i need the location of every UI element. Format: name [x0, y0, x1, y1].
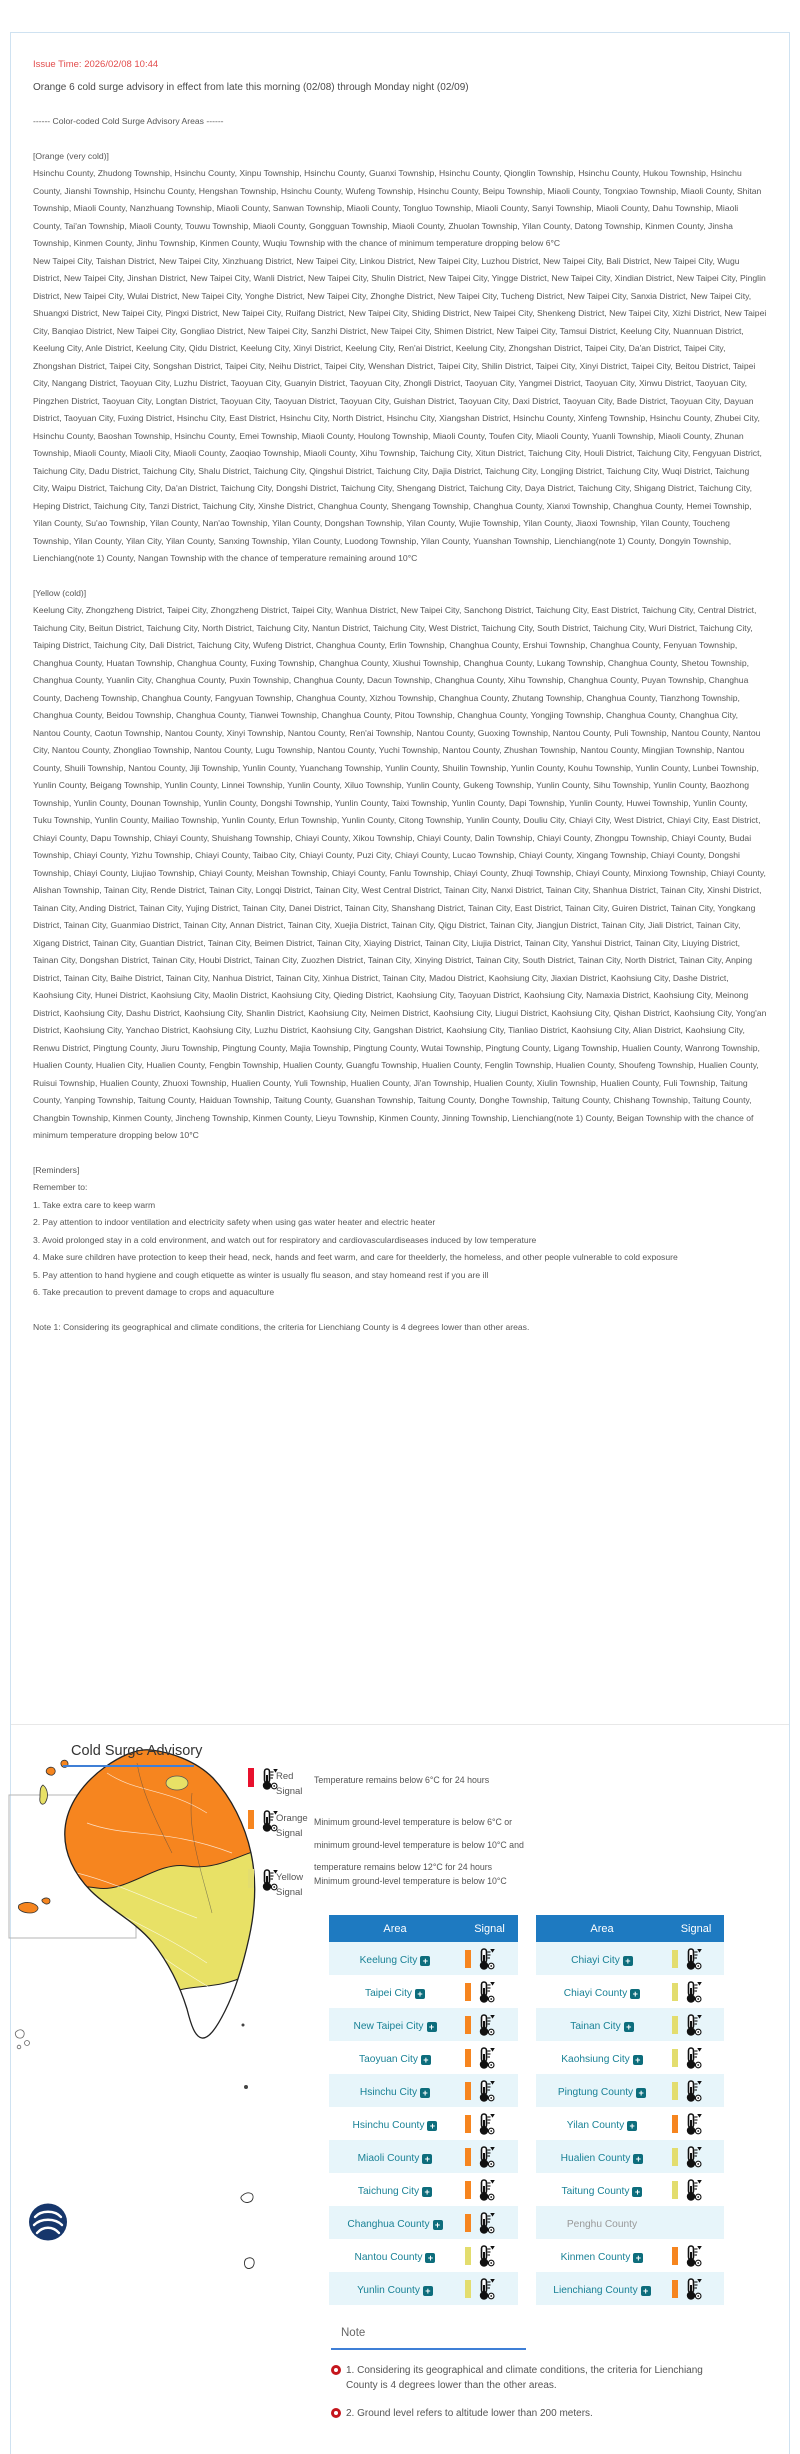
- signal-bar: [465, 2181, 471, 2199]
- thermometer-icon: [682, 2245, 703, 2267]
- advisory-body: [33, 113, 767, 1673]
- area-link[interactable]: Miaoli County: [357, 2152, 420, 2164]
- legend-description: Minimum ground-level temperature is below 6°C or minimum ground-level temperature is below 10°C and temperature remains below 12°C for 24 hours: [314, 1817, 524, 1872]
- penghu-island: [15, 2030, 24, 2038]
- area-link[interactable]: Nantou County: [354, 2251, 423, 2263]
- signal-bar: [672, 2181, 678, 2199]
- note-item: 1. Considering its geographical and climate conditions, the criteria for Lienchiang County is 4 degrees lower than the other areas.: [331, 2363, 731, 2393]
- table-row: [536, 2206, 724, 2239]
- small-island: [242, 2024, 245, 2027]
- table-row: [329, 2272, 518, 2305]
- thermometer-icon: [475, 1948, 496, 1970]
- orange-list-2: New Taipei City, Taishan District, New Taipei City, Xinzhuang District, New Taipei City, Linkou District, New Taipei City, Luzhou District, New Taipei City, Bali District, New Taipei City, Wugu District, New Taipei City, Jinshan District, New Taipei City, Wanli District, New Taipei City, Shulin District, New Taipei City, Yingge District, New Taipei City, Xindian District, New Taipei City, Pinglin District, New Taipei City, Wulai District, New Taipei City, Yonghe District, New Taipei City, Zhonghe District, New Taipei City, Tucheng District, New Taipei City, Sanxia District, New Taipei City, Shuangxi District, New Taipei City, Pingxi District, New Taipei City, Ruifang District, New Taipei City, Shiding District, New Taipei City, Shenkeng District, New Taipei City, Xizhi District, New Taipei City, Banqiao District, New Taipei City, Gongliao District, New Taipei City, Sanzhi District, New Taipei City, Shimen District, New Taipei City, Tamsui District, Keelung City, Nuannuan District, Keelung City, Anle District, Keelung City, Qidu District, Keelung City, Xinyi District, Keelung City, Ren'ai District, Keelung City, Zhongshan District, Taipei City, Da'an District, Taipei City, Zhongshan District, Taipei City, Songshan District, Taipei City, Neihu District, Taipei City, Wenshan District, Taipei City, Shilin District, Taipei City, Xinyi District, Taipei City, Beitou District, Taipei City, Nangang District, Taoyuan City, Luzhu District, Taoyuan City, Guanyin District, Taoyuan City, Zhongli District, Taoyuan City, Yangmei District, Taoyuan City, Xinwu District, Taoyuan City, Pingzhen District, Taoyuan City, Longtan District, Taoyuan City, Taoyuan District, Taoyuan City, Guishan District, Taoyuan City, Daxi District, Taoyuan City, Bade District, Taoyuan City, Dayuan District, Taoyuan City, Fuxing District, Hsinchu City, East District, Hsinchu City, North District, Hsinchu City, Xiangshan District, Hsinchu County, Xinfeng Township, Hsinchu County, Zhubei City, Hsinchu County, Baoshan Township, Hsinchu County, Emei Township, Miaoli County, Houlong Township, Miaoli County, Toufen City, Miaoli County, Yuanli Township, Miaoli County, Zhunan Township, Miaoli County, Miaoli City, Miaoli County, Zaoqiao Township, Miaoli County, Xihu Township, Taichung City, Xitun District, Taichung City, Houli District, Taichung City, Fengyuan District, Taichung City, Dadu District, Taichung City, Shalu District, Taichung City, Qingshui District, Taichung City, Dajia District, Taichung City, Longjing District, Taichung City, Wuqi District, Taichung City, Waipu District, Taichung City, Da'an District, Taichung City, Dongshi District, Taichung City, Shengang District, Taichung City, Daya District, Taichung City, Shigang District, Taichung City, Heping District, Taichung City, Tanzi District, Taichung City, Xinshe District, Changhua County, Shengang Township, Changhua County, Xianxi Township, Changhua County, Hemei Township, Yilan County, Su'ao Township, Yilan County, Nan'ao Township, Yilan County, Dongshan Township, Yilan County, Wujie Township, Yilan County, Jiaoxi Township, Yilan County, Toucheng Township, Yilan County, Yilan City, Yilan County, Sanxing Township, Yilan County, Luodong Township, Yilan County, Yuanshan Township, Lienchiang(note 1) County, Dongyin Township, Lienchiang(note 1) County, Nangan Township with the chance of temperature remaining around 10°C: [33, 255, 767, 563]
- thermometer-icon: [475, 2113, 496, 2135]
- signal-column-header: Signal: [474, 1922, 505, 1935]
- table-row: [536, 2107, 724, 2140]
- area-link[interactable]: Yunlin County: [357, 2284, 420, 2296]
- table-row: [536, 2239, 724, 2272]
- yellow-heading: [Yellow (cold)]: [33, 587, 87, 598]
- green-island: [241, 2193, 253, 2203]
- table-row: [329, 1975, 518, 2008]
- thermometer-icon: [475, 1981, 496, 2003]
- signal-bar: [465, 2247, 471, 2265]
- expand-plus-icon[interactable]: +: [427, 2121, 437, 2131]
- expand-plus-icon[interactable]: +: [627, 2121, 637, 2131]
- reminder-item: 6. Take precaution to prevent damage to crops and aquaculture: [33, 1287, 275, 1297]
- expand-plus-icon[interactable]: +: [623, 1956, 633, 1966]
- area-link[interactable]: Kinmen County: [560, 2251, 631, 2263]
- cold-surge-advisory-section: [11, 1724, 789, 2454]
- penghu-island: [25, 2041, 30, 2046]
- small-island: [244, 2085, 248, 2089]
- signal-bar: [465, 2049, 471, 2067]
- thermometer-icon: [475, 2245, 496, 2267]
- expand-plus-icon[interactable]: +: [420, 2088, 430, 2098]
- legend-description: Minimum ground-level temperature is below 10°C: [314, 1876, 507, 1886]
- expand-plus-icon[interactable]: +: [633, 2253, 643, 2263]
- expand-plus-icon[interactable]: +: [423, 2286, 433, 2296]
- signal-column-header: Signal: [680, 1922, 712, 1935]
- reminders-intro: Remember to:: [33, 1182, 88, 1192]
- area-link[interactable]: Changhua County: [347, 2218, 430, 2230]
- area-link[interactable]: Taoyuan City: [359, 2053, 418, 2065]
- thermometer-icon: [682, 2113, 703, 2135]
- section-divider: ------ Color-coded Cold Surge Advisory Areas ------: [33, 116, 224, 126]
- orchid-island: [244, 2258, 254, 2269]
- legend-description: Temperature remains below 6°C for 24 hours: [314, 1775, 490, 1785]
- expand-plus-icon[interactable]: +: [633, 2154, 643, 2164]
- table-row: [329, 2008, 518, 2041]
- area-link[interactable]: Hsinchu City: [359, 2086, 418, 2098]
- kinmen-island: [18, 1902, 38, 1913]
- matsu-island: [46, 1767, 55, 1775]
- signal-bar: [465, 2082, 471, 2100]
- thermometer-icon: [475, 2047, 496, 2069]
- table-row: [536, 2140, 724, 2173]
- expand-plus-icon[interactable]: +: [422, 2154, 432, 2164]
- advisory-text-area: [11, 33, 789, 1673]
- area-link[interactable]: Tainan City: [570, 2020, 621, 2032]
- signal-bar: [465, 2148, 471, 2166]
- cwb-logo: [29, 2204, 67, 2241]
- legend-label: Orange Signal: [276, 1813, 308, 1839]
- thermometer-icon: [682, 1981, 703, 2003]
- thermometer-icon: [682, 2080, 703, 2102]
- signal-bar: [672, 2049, 678, 2067]
- signal-bar: [465, 1950, 471, 1968]
- table-row: [536, 2272, 724, 2305]
- signal-bar: [465, 2016, 471, 2034]
- yellow-signal-bar: [248, 1869, 254, 1888]
- thermometer-icon: [475, 2212, 496, 2234]
- signal-bar: [672, 2247, 678, 2265]
- note-title: Note: [341, 2327, 366, 2339]
- area-link[interactable]: Yilan County: [566, 2119, 625, 2131]
- legend-label: Yellow Signal: [276, 1872, 304, 1898]
- orange-signal-bar: [248, 1810, 254, 1829]
- table-row: [536, 2074, 724, 2107]
- note-bullet-icon: [331, 2408, 341, 2418]
- area-link[interactable]: Taitung County: [561, 2185, 630, 2197]
- thermometer-icon: [682, 2014, 703, 2036]
- area-signal-table-right: [536, 1915, 724, 2305]
- signal-bar: [465, 2214, 471, 2232]
- reminder-item: 2. Pay attention to indoor ventilation and electricity safety when using gas water heater and electric heater: [33, 1217, 436, 1227]
- table-row: [329, 2173, 518, 2206]
- table-row: [329, 2041, 518, 2074]
- reminder-item: 5. Pay attention to hand hygiene and cough etiquette as winter is usually flu season, and stay homeand rest if you are ill: [33, 1269, 489, 1280]
- table-row: [329, 2107, 518, 2140]
- thermometer-icon: [682, 2179, 703, 2201]
- thermometer-icon: [475, 2014, 496, 2036]
- area-column-header: Area: [590, 1922, 614, 1935]
- signal-bar: [465, 1983, 471, 2001]
- note-underline: [331, 2348, 526, 2350]
- expand-plus-icon[interactable]: +: [433, 2220, 443, 2230]
- taiwan-map: [7, 1733, 263, 2373]
- thermometer-icon: [475, 2080, 496, 2102]
- reminder-item: 4. Make sure children have protection to keep their head, neck, hands and feet warm, and care for theelderly, the homeless, and other people vulnerable to cold exposure: [33, 1252, 678, 1262]
- area-link[interactable]: Taipei City: [365, 1987, 412, 1999]
- table-row: [329, 2074, 518, 2107]
- table-row: [329, 1942, 518, 1975]
- note-block: [331, 2327, 731, 2421]
- expand-plus-icon[interactable]: +: [425, 2253, 435, 2263]
- expand-plus-icon[interactable]: +: [633, 2055, 643, 2065]
- table-header: [329, 1915, 518, 1942]
- thermometer-icon: [682, 2047, 703, 2069]
- table-row: [329, 2140, 518, 2173]
- table-row: [536, 2173, 724, 2206]
- advisory-panel: [10, 32, 790, 2454]
- table-row: [329, 2239, 518, 2272]
- advisory-headline: Orange 6 cold surge advisory in effect from late this morning (02/08) through Monday night (02/09): [33, 82, 469, 93]
- area-link[interactable]: New Taipei City: [353, 2020, 424, 2032]
- reminder-item: 1. Take extra care to keep warm: [33, 1199, 156, 1210]
- expand-plus-icon[interactable]: +: [636, 2088, 646, 2098]
- area-signal-table-left: [329, 1915, 518, 2305]
- thermometer-icon: [475, 2146, 496, 2168]
- issue-time: Issue Time: 2026/02/08 10:44: [33, 59, 159, 70]
- area-link[interactable]: Keelung City: [359, 1954, 418, 1966]
- section-title: Cold Surge Advisory: [63, 1743, 194, 1767]
- legend-label: Red Signal: [276, 1771, 303, 1797]
- yellow-list: Keelung City, Zhongzheng District, Taipei City, Zhongzheng District, Taipei City, Wanhua District, New Taipei City, Sanchong District, Taichung City, East District, Taichung City, Central District, Taichung City, Beitun District, Taichung City, North District, Taichung City, Nantun District, Taichung City, West District, Taichung City, South District, Taichung City, Wuri District, Taichung City, Taiping District, Taichung City, Dali District, Taichung City, Wufeng District, Changhua County, Erlin Township, Changhua County, Ershui Township, Changhua County, Fenyuan Township, Changhua County, Huatan Township, Changhua County, Fuxing Township, Changhua County, Xiushui Township, Changhua County, Lukang Township, Changhua County, Shetou Township, Changhua County, Yuanlin City, Changhua County, Puxin Township, Changhua County, Dacun Township, Changhua County, Xihu Township, Changhua County, Puyan Township, Changhua County, Dacheng Township, Changhua County, Fangyuan Township, Changhua County, Xizhou Township, Changhua County, Zhutang Township, Changhua County, Tianzhong Township, Changhua County, Beidou Township, Changhua County, Tianwei Township, Changhua County, Pitou Township, Changhua County, Yongjing Township, Changhua County, Changhua City, Nantou County, Caotun Township, Nantou County, Xinyi Township, Nantou County, Ren'ai Township, Nantou County, Guoxing Township, Nantou County, Puli Township, Nantou County, Nantou City, Nantou County, Zhongliao Township, Nantou County, Lugu Township, Nantou County, Yuchi Township, Nantou County, Zhushan Township, Nantou County, Mingjian Township, Nantou County, Shuili Township, Nantou County, Jiji Township, Yunlin County, Yuanchang Township, Yunlin County, Shuilin Township, Yunlin County, Kouhu Township, Yunlin County, Lunbei Township, Yunlin County, Beigang Township, Yunlin County, Linnei Township, Yunlin County, Xiluo Township, Yunlin County, Gukeng Township, Yunlin County, Sihu Township, Yunlin County, Baozhong Township, Yunlin County, Dounan Township, Yunlin County, Dongshi Township, Yunlin County, Taixi Township, Yunlin County, Dapi Township, Yunlin County, Huwei Township, Yunlin County, Tuku Township, Yunlin County, Mailiao Township, Yunlin County, Erlun Township, Yunlin County, Citong Township, Yunlin County, Douliu City, Chiayi City, West District, Chiayi City, East District, Chiayi County, Dapu Township, Chiayi County, Shuishang Township, Chiayi County, Xikou Township, Chiayi County, Dalin Township, Chiayi County, Zhongpu Township, Chiayi County, Budai Township, Chiayi County, Yizhu Township, Chiayi County, Taibao City, Chiayi County, Puzi City, Chiayi County, Lucao Township, Chiayi County, Xingang Township, Chiayi County, Dongshi Township, Chiayi County, Liujiao Township, Chiayi County, Meishan Township, Chiayi County, Fanlu Township, Chiayi County, Zhuqi Township, Chiayi County, Minxiong Township, Chiayi County, Alishan Township, Tainan City, Rende District, Tainan City, Longqi District, Tainan City, West Central District, Tainan City, Nanxi District, Tainan City, Shanhua District, Tainan City, Xinshi District, Tainan City, Anding District, Tainan City, Yujing District, Tainan City, Danei District, Tainan City, Shanshang District, Tainan City, East District, Tainan City, Guiren District, Tainan City, Yongkang District, Tainan City, Guanmiao District, Tainan City, Annan District, Tainan City, Xuejia District, Tainan City, Qigu District, Tainan City, Jiangjun District, Tainan City, Jiali District, Tainan City, Xigang District, Tainan City, Guantian District, Tainan City, Beimen District, Tainan City, Xiaying District, Tainan City, Liujia District, Tainan City, Yanshui District, Tainan City, Liuying District, Tainan City, Dongshan District, Tainan City, Houbi District, Tainan City, Zuozhen District, Tainan City, Xinying District, Tainan City, South District, Tainan City, North District, Tainan City, Anping District, Tainan City, Baihe District, Tainan City, Nanhua District, Tainan City, Xinhua District, Tainan City, Madou District, Kaohsiung City, Jiaxian District, Kaohsiung City, Dashe District, Kaohsiung City, Hunei District, Kaohsiung City, Maolin District, Kaohsiung City, Qieding District, Kaohsiung City, Taoyuan District, Kaohsiung City, Namaxia District, Kaohsiung City, Meinong District, Kaohsiung City, Dashu District, Kaohsiung City, Shanlin District, Kaohsiung City, Neimen District, Kaohsiung City, Liugui District, Kaohsiung City, Qishan District, Kaohsiung City, Yong'an District, Kaohsiung City, Yanchao District, Kaohsiung City, Luzhu District, Kaohsiung City, Gangshan District, Kaohsiung City, Tianliao District, Kaohsiung City, Alian District, Kaohsiung City, Renwu District, Pingtung County, Jiuru Township, Pingtung County, Majia Township, Pingtung County, Wutai Township, Pingtung County, Ligang Township, Hualien County, Wanrong Township, Hualien County, Hualien City, Hualien County, Fengbin Township, Hualien County, Guangfu Township, Hualien County, Fenglin Township, Hualien County, Shoufeng Township, Hualien County, Ruisui Township, Hualien County, Zhuoxi Township, Hualien County, Yuli Township, Hualien County, Ji'an Township, Hualien County, Xiulin Township, Hualien County, Fuli Township, Taitung County, Yanping Township, Taitung County, Haiduan Township, Taitung County, Guanshan Township, Taitung County, Donghe Township, Taitung County, Chishang Township, Taitung County, Changbin Township, Kinmen County, Jincheng Township, Kinmen County, Lieyu Township, Kinmen County, Jinning Township, Lienchiang(note 1) County, Beigan Township with the chance of minimum temperature dropping below 10°C: [33, 605, 767, 1140]
- area-column-header: Area: [383, 1922, 407, 1935]
- area-link[interactable]: Chiayi County: [563, 1987, 628, 1999]
- signal-bar: [465, 2280, 471, 2298]
- table-row: [536, 1942, 724, 1975]
- table-row: [536, 2041, 724, 2074]
- signal-bar: [672, 2115, 678, 2133]
- signal-bar: [672, 1950, 678, 1968]
- expand-plus-icon[interactable]: +: [421, 2055, 431, 2065]
- orange-list-1: Hsinchu County, Zhudong Township, Hsinchu County, Xinpu Township, Hsinchu County, Guanxi Township, Hsinchu County, Qionglin Township, Hsinchu County, Hukou Township, Hsinchu County, Jianshi Township, Hsinchu County, Hengshan Township, Hsinchu County, Wufeng Township, Hsinchu County, Beipu Township, Miaoli County, Tongxiao Township, Miaoli County, Shitan Township, Miaoli County, Nanzhuang Township, Miaoli County, Sanwan Township, Miaoli County, Tongluo Township, Miaoli County, Sanyi Township, Miaoli County, Dahu Township, Miaoli County, Tai'an Township, Miaoli County, Touwu Township, Miaoli County, Gongguan Township, Miaoli County, Zhuolan Township, Yilan County, Datong Township, Kinmen County, Jinsha Township, Kinmen County, Jinhu Township, Kinmen County, Wuqiu Township with the chance of minimum temperature dropping below 6°C: [33, 168, 762, 248]
- signal-bar: [672, 2280, 678, 2298]
- penghu-island: [17, 2045, 21, 2049]
- reminder-item: 3. Avoid prolonged stay in a cold environment, and watch out for respiratory and cardiovasculardiseases induced by low temperature: [33, 1234, 537, 1245]
- expand-plus-icon[interactable]: +: [641, 2286, 651, 2296]
- expand-plus-icon[interactable]: +: [632, 2187, 642, 2197]
- expand-plus-icon[interactable]: +: [427, 2022, 437, 2032]
- table-row: [536, 1975, 724, 2008]
- signal-bar: [672, 2016, 678, 2034]
- expand-plus-icon[interactable]: +: [422, 2187, 432, 2197]
- thermometer-icon: [475, 2179, 496, 2201]
- area-link[interactable]: Hsinchu County: [352, 2119, 425, 2131]
- expand-plus-icon[interactable]: +: [415, 1989, 425, 1999]
- table-row: [536, 2008, 724, 2041]
- table-row: [329, 2206, 518, 2239]
- expand-plus-icon[interactable]: +: [624, 2022, 634, 2032]
- thermometer-icon: [475, 2278, 496, 2300]
- orange-heading: [Orange (very cold)]: [33, 150, 109, 161]
- area-link[interactable]: Kaohsiung City: [561, 2053, 630, 2065]
- thermometer-icon: [682, 2278, 703, 2300]
- signal-bar: [672, 2082, 678, 2100]
- table-header: [536, 1915, 724, 1942]
- note-bullet-icon: [331, 2365, 341, 2375]
- thermometer-icon: [682, 2146, 703, 2168]
- signal-bar: [465, 2115, 471, 2133]
- area-link[interactable]: Hualien County: [560, 2152, 631, 2164]
- signal-bar: [672, 2148, 678, 2166]
- reminders-heading: [Reminders]: [33, 1164, 80, 1175]
- area-link[interactable]: Pingtung County: [557, 2086, 634, 2098]
- area-link: Penghu County: [566, 2218, 638, 2230]
- body-note: Note 1: Considering its geographical and climate conditions, the criteria for Lienchiang County is 4 degrees lower than other areas.: [33, 1321, 530, 1332]
- area-link[interactable]: Taichung City: [357, 2185, 420, 2197]
- expand-plus-icon[interactable]: +: [630, 1989, 640, 1999]
- kinmen-island: [42, 1898, 50, 1904]
- note-item: 2. Ground level refers to altitude lower than 200 meters.: [331, 2406, 731, 2421]
- thermometer-icon: [682, 1948, 703, 1970]
- area-link[interactable]: Chiayi City: [571, 1954, 620, 1966]
- yellow-islet: [40, 1785, 48, 1804]
- signal-bar: [672, 1983, 678, 2001]
- area-link[interactable]: Lienchiang County: [553, 2284, 638, 2296]
- expand-plus-icon[interactable]: +: [420, 1956, 430, 1966]
- red-signal-bar: [248, 1768, 254, 1787]
